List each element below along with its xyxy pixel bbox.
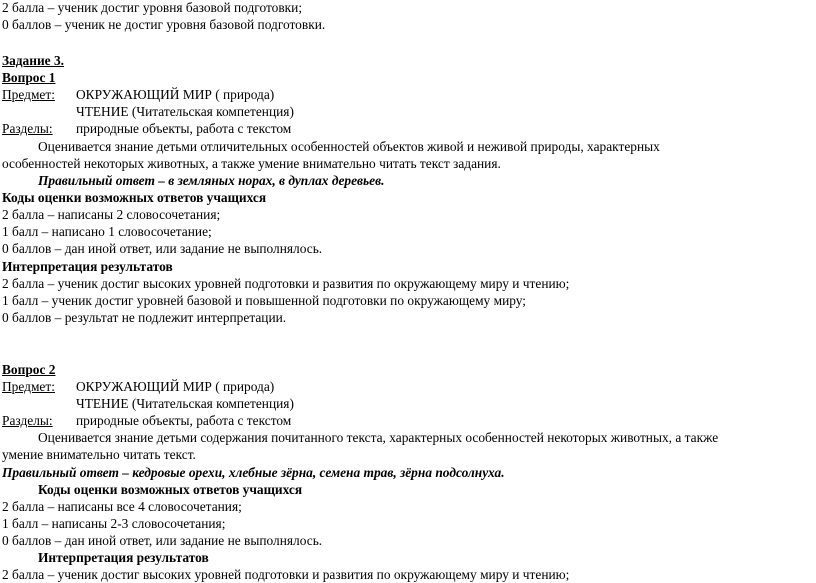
- q1-sections-label: Разделы:: [2, 121, 53, 136]
- q1-subject-label: Предмет:: [2, 87, 55, 102]
- q2-subject-label: Предмет:: [2, 379, 55, 394]
- q1-subject-2: ЧТЕНИЕ (Читательская компетенция): [76, 104, 294, 119]
- q1-title: Вопрос 1: [2, 70, 56, 85]
- q2-code-3: 0 баллов – дан иной ответ, или задание не выполнялось.: [2, 533, 323, 548]
- top-line-2: 0 баллов – ученик не достиг уровня базовой подготовки.: [2, 17, 326, 32]
- q2-sections-label: Разделы:: [2, 413, 53, 428]
- q1-correct-answer: Правильный ответ – в земляных норах, в дуплах деревьев.: [38, 173, 385, 188]
- task-title: Задание 3.: [2, 53, 64, 68]
- q2-interp-title: Интерпретация результатов: [38, 550, 209, 565]
- q1-description-2: особенностей некоторых животных, а также умение внимательно читать текст задания.: [2, 156, 501, 171]
- q2-sections: природные объекты, работа с текстом: [76, 413, 292, 428]
- q2-title: Вопрос 2: [2, 362, 56, 377]
- q1-code-1: 2 балла – написаны 2 словосочетания;: [2, 207, 221, 222]
- q2-description-1: Оценивается знание детьми содержания почитанного текста, характерных особенностей некоторых животных, а также: [38, 430, 719, 445]
- q1-description-1: Оценивается знание детьми отличительных особенностей объектов живой и неживой природы, характерных: [38, 139, 660, 154]
- top-line-1: 2 балла – ученик достиг уровня базовой подготовки;: [2, 0, 303, 15]
- q2-description-2: умение внимательно читать текст.: [2, 447, 196, 462]
- q1-sections: природные объекты, работа с текстом: [76, 121, 292, 136]
- q1-subject-1: ОКРУЖАЮЩИЙ МИР ( природа): [76, 87, 275, 102]
- q2-correct-answer: Правильный ответ – кедровые орехи, хлебные зёрна, семена трав, зёрна подсолнуха.: [2, 465, 505, 480]
- q1-interp-3: 0 баллов – результат не подлежит интерпретации.: [2, 310, 287, 325]
- q1-code-3: 0 баллов – дан иной ответ, или задание не выполнялось.: [2, 241, 323, 256]
- q1-interp-2: 1 балл – ученик достиг уровней базовой и повышенной подготовки по окружающему миру;: [2, 293, 526, 308]
- q2-interp-1: 2 балла – ученик достиг высоких уровней подготовки и развития по окружающему миру и чтению;: [2, 567, 570, 582]
- q1-code-2: 1 балл – написано 1 словосочетание;: [2, 224, 212, 239]
- q2-code-1: 2 балла – написаны все 4 словосочетания;: [2, 499, 242, 514]
- q1-interp-1: 2 балла – ученик достиг высоких уровней подготовки и развития по окружающему миру и чтению;: [2, 276, 570, 291]
- q1-codes-title: Коды оценки возможных ответов учащихся: [2, 190, 267, 205]
- q1-interp-title: Интерпретация результатов: [2, 259, 173, 274]
- q2-codes-title: Коды оценки возможных ответов учащихся: [38, 482, 303, 497]
- q2-subject-2: ЧТЕНИЕ (Читательская компетенция): [76, 396, 294, 411]
- q2-code-2: 1 балл – написаны 2-3 словосочетания;: [2, 516, 226, 531]
- q2-subject-1: ОКРУЖАЮЩИЙ МИР ( природа): [76, 379, 275, 394]
